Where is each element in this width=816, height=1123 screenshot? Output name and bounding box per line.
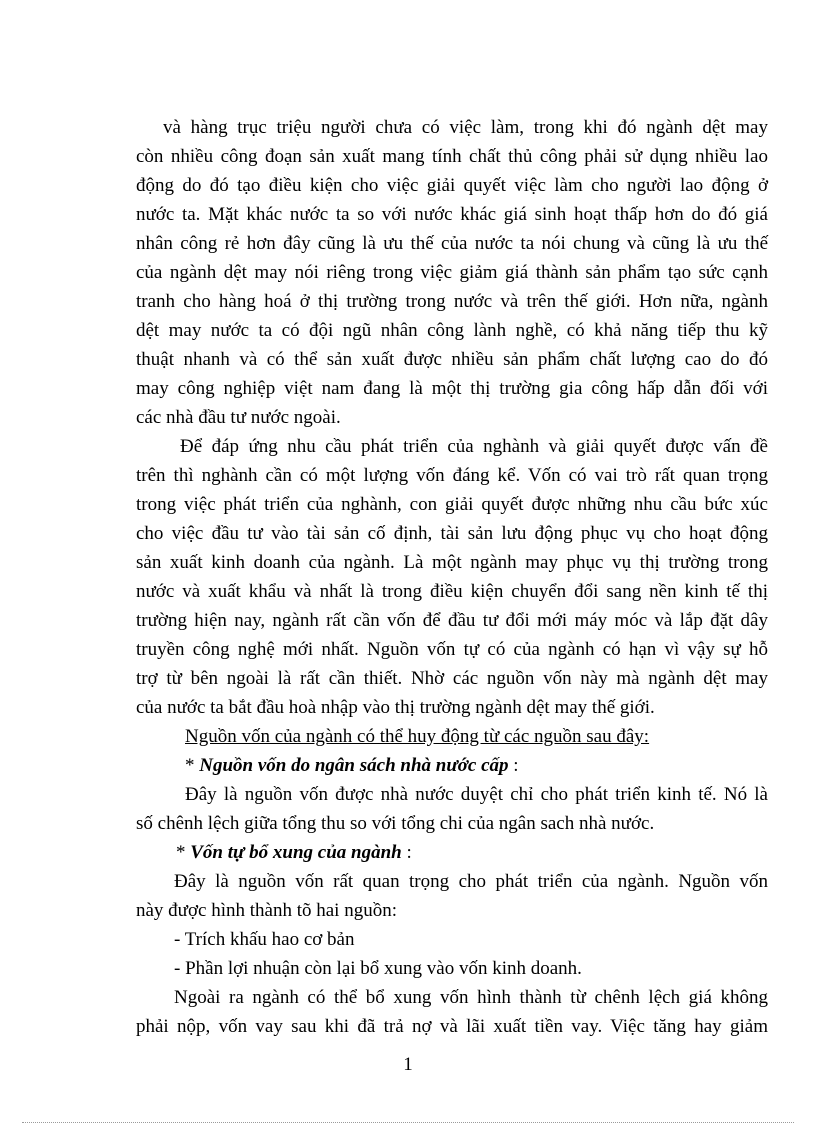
paragraph-line: phải nộp, vốn vay sau khi đã trả nợ và lãi xuất tiền vay. Việc tăng hay giảm: [136, 1016, 768, 1037]
section-heading: Nguồn vốn của ngành có thể huy động từ các nguồn sau đây:: [185, 726, 650, 747]
paragraph-line: số chênh lệch giữa tổng thu so với tổng chi của ngân sach nhà nước.: [136, 813, 655, 834]
paragraph-line: nước và xuất khẩu và nhất là trong điều kiện chuyển đổi sang nền kinh tế thị: [136, 581, 768, 602]
item-title: Nguồn vốn do ngân sách nhà nước cấp: [199, 755, 509, 776]
paragraph-line: tranh cho hàng hoá ở thị trường trong nước và trên thế giới. Hơn nữa, ngành: [136, 291, 768, 312]
paragraph-line: truyền công nghệ mới nhất. Nguồn vốn tự có của ngành có hạn vì vậy sự hỗ: [136, 639, 768, 660]
paragraph-line: động do đó tạo điều kiện cho việc giải quyết việc làm cho người lao động ở: [136, 175, 768, 196]
paragraph-line: cho việc đầu tư vào tài sản cố định, tài sản lưu động phục vụ cho hoạt động: [136, 523, 768, 544]
paragraph-line: Ngoài ra ngành có thể bổ xung vốn hình thành từ chênh lệch giá không: [174, 987, 768, 1008]
item-suffix: :: [401, 842, 412, 863]
paragraph-line: còn nhiều công đoạn sản xuất mang tính chất thủ công phải sử dụng nhiều lao: [136, 146, 768, 167]
paragraph-line: của ngành dệt may nói riêng trong việc giảm giá thành sản phẩm tạo sức cạnh: [136, 262, 768, 283]
paragraph-line: của nước ta bắt đầu hoà nhập vào thị trường ngành dệt may thế giới.: [136, 697, 655, 718]
list-item: - Trích khấu hao cơ bản: [174, 929, 355, 950]
paragraph-line: trên thì nghành cần có một lượng vốn đáng kể. Vốn có vai trò rất quan trọng: [136, 465, 768, 486]
paragraph-line: Đây là nguồn vốn được nhà nước duyệt chỉ cho phát triển kinh tế. Nó là: [185, 784, 768, 805]
paragraph-line: may công nghiệp việt nam đang là một thị trường gia công hấp dẫn đối với: [136, 378, 768, 399]
paragraph-line: và hàng trục triệu người chưa có việc làm, trong khi đó ngành dệt may: [163, 117, 768, 138]
paragraph-line: dệt may nước ta có đội ngũ nhân công lành nghề, có khả năng tiếp thu kỹ: [136, 320, 768, 341]
paragraph-line: trợ từ bên ngoài là rất cần thiết. Nhờ các nguồn vốn này mà ngành dệt may: [136, 668, 768, 689]
item-suffix: :: [508, 755, 519, 776]
paragraph-line: các nhà đầu tư nước ngoài.: [136, 407, 341, 428]
paragraph-line: trong việc phát triển của nghành, con giải quyết được những nhu cầu bức xúc: [136, 494, 768, 515]
paragraph-line: sản xuất kinh doanh của ngành. Là một ngành may phục vụ thị trường trong: [136, 552, 768, 573]
paragraph-line: này được hình thành tõ hai nguồn:: [136, 900, 397, 921]
paragraph-line: thuật nhanh và có thể sản xuất được nhiều sản phẩm chất lượng cao do đó: [136, 349, 768, 370]
item-prefix: *: [185, 755, 200, 776]
paragraph-line: nước ta. Mặt khác nước ta so với nước khác giá sinh hoạt thấp hơn do đó giá: [136, 204, 768, 225]
item-title: Vốn tự bổ xung của ngành: [190, 842, 402, 863]
item-heading: [176, 841, 412, 865]
item-heading: [185, 754, 519, 778]
list-item: - Phần lợi nhuận còn lại bổ xung vào vốn kinh doanh.: [174, 958, 582, 979]
page-number: 1: [403, 1054, 413, 1075]
paragraph-line: Để đáp ứng nhu cầu phát triển của nghành và giải quyết được vấn đề: [180, 436, 768, 457]
paragraph-line: nhân công rẻ hơn đây cũng là ưu thế của nước ta nói chung và cũng là ưu thế: [136, 233, 768, 254]
paragraph-line: trường hiện nay, ngành rất cần vốn để đầu tư đổi mới máy móc và lắp đặt dây: [136, 610, 768, 631]
paragraph-line: Đây là nguồn vốn rất quan trọng cho phát triển của ngành. Nguồn vốn: [174, 871, 768, 892]
item-prefix: *: [176, 842, 191, 863]
